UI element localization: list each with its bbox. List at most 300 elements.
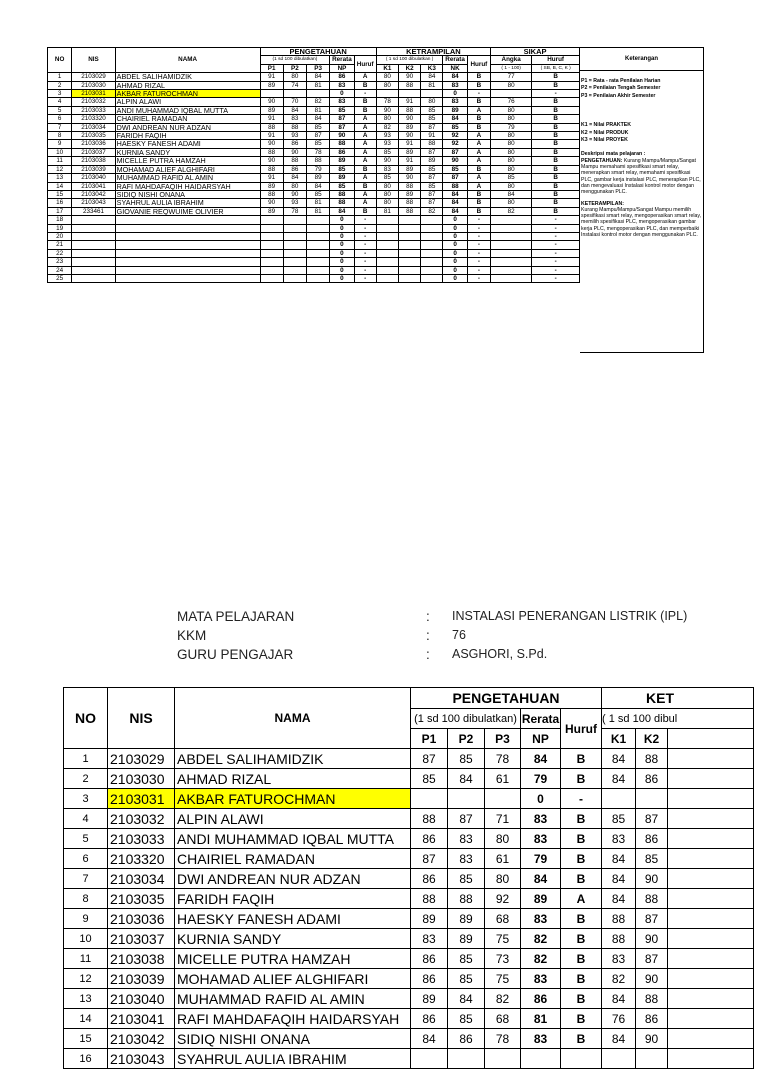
zoomed-grade-table <box>63 687 754 1069</box>
cell-huruf-p: A <box>354 199 376 207</box>
cell-k3: 85 <box>421 106 443 114</box>
cell-np: 83 <box>330 98 354 106</box>
cell-k1 <box>376 216 398 224</box>
cell-angka: 80 <box>491 81 532 89</box>
note-k2: K2 = Nilai PRODUK <box>581 129 629 136</box>
cell-np: 90 <box>330 132 354 140</box>
cell-k1: 85 <box>602 809 636 829</box>
cell-huruf-s: - <box>532 258 580 266</box>
cell-k1: 83 <box>602 949 636 969</box>
subject-value: INSTALASI PENERANGAN LISTRIK (IPL) <box>452 609 688 623</box>
row-nis: 2103038 <box>72 157 115 165</box>
row-nama: CHAIRIEL RAMADAN <box>175 849 411 869</box>
cell-p3: 85 <box>307 123 330 131</box>
cell-k3-hidden <box>668 809 754 829</box>
cell-k1: 84 <box>602 1029 636 1049</box>
cell-p2: 88 <box>448 889 485 909</box>
cell-nk: 84 <box>443 115 467 123</box>
row-no: 16 <box>48 199 72 207</box>
table-row <box>48 241 580 249</box>
cell-k2: 89 <box>399 148 421 156</box>
row-no: 12 <box>64 969 108 989</box>
row-no: 10 <box>64 929 108 949</box>
row-nis: 2103038 <box>108 949 175 969</box>
cell-p3: 78 <box>485 749 521 769</box>
row-nama <box>115 266 260 274</box>
row-nama: KURNIA SANDY <box>175 929 411 949</box>
row-no: 7 <box>48 123 72 131</box>
cell-p3: 85 <box>307 140 330 148</box>
row-nis <box>72 258 115 266</box>
row-nis <box>72 241 115 249</box>
cell-k1 <box>376 241 398 249</box>
cell-k1 <box>376 274 398 282</box>
cell-p2: 84 <box>448 769 485 789</box>
cell-p1: 88 <box>411 889 448 909</box>
row-nis: 2103036 <box>108 909 175 929</box>
row-nis: 2103037 <box>72 148 115 156</box>
cell-p1: 85 <box>411 769 448 789</box>
cell-huruf-p: - <box>354 258 376 266</box>
col-no-header: NO <box>64 688 108 749</box>
row-no: 4 <box>64 809 108 829</box>
row-no: 11 <box>64 949 108 969</box>
cell-k3: 81 <box>421 81 443 89</box>
cell-p1 <box>260 232 283 240</box>
row-nis: 2103043 <box>108 1049 175 1069</box>
row-no: 13 <box>64 989 108 1009</box>
cell-k2: 90 <box>399 115 421 123</box>
cell-angka <box>491 258 532 266</box>
cell-p1: 91 <box>260 174 283 182</box>
huruf-header: Huruf <box>467 56 490 73</box>
cell-p1: 89 <box>411 909 448 929</box>
cell-k3-hidden <box>668 1009 754 1029</box>
cell-np: 84 <box>521 749 561 769</box>
cell-k2: 88 <box>636 989 668 1009</box>
cell-nk: 0 <box>443 241 467 249</box>
cell-p2 <box>448 1049 485 1069</box>
row-nama: CHAIRIEL RAMADAN <box>115 115 260 123</box>
huruf-header: Huruf <box>354 56 376 73</box>
cell-angka: 82 <box>491 207 532 215</box>
cell-p3 <box>307 266 330 274</box>
cell-np: 0 <box>330 241 354 249</box>
cell-k2 <box>636 789 668 809</box>
cell-huruf-k: - <box>467 266 490 274</box>
cell-k3-hidden <box>668 749 754 769</box>
cell-huruf-p: B <box>561 909 602 929</box>
cell-angka <box>491 216 532 224</box>
cell-huruf-s: B <box>532 123 580 131</box>
cell-p2: 87 <box>448 809 485 829</box>
cell-k3: 85 <box>421 182 443 190</box>
cell-p2: 78 <box>283 207 306 215</box>
cell-huruf-k: B <box>467 190 490 198</box>
pengetahuan-desc-label: PENGETAHUAN: <box>581 157 623 164</box>
cell-k3 <box>421 90 443 98</box>
cell-huruf-k: B <box>467 81 490 89</box>
row-nama: MOHAMAD ALIEF ALGHIFARI <box>115 165 260 173</box>
subject-info-block <box>177 609 697 666</box>
cell-k2: 91 <box>399 140 421 148</box>
cell-huruf-s: B <box>532 157 580 165</box>
row-nis: 2103040 <box>72 174 115 182</box>
ketrampilan-range-note: ( 1 sd 100 dibulatkan ) <box>376 56 443 64</box>
cell-nk: 92 <box>443 132 467 140</box>
cell-k3-hidden <box>668 789 754 809</box>
cell-p3 <box>307 232 330 240</box>
row-nama: SYAHRUL AULIA IBRAHIM <box>175 1049 411 1069</box>
cell-k3 <box>421 224 443 232</box>
cell-k3-hidden <box>668 929 754 949</box>
cell-k3-hidden <box>668 829 754 849</box>
cell-huruf-s: - <box>532 266 580 274</box>
cell-nk: 84 <box>443 207 467 215</box>
cell-k3-hidden <box>668 869 754 889</box>
cell-angka: 80 <box>491 165 532 173</box>
cell-huruf-p: - <box>354 241 376 249</box>
cell-huruf-s: - <box>532 241 580 249</box>
row-nama: RAFI MAHDAFAQIH HAIDARSYAH <box>115 182 260 190</box>
row-no: 14 <box>64 1009 108 1029</box>
cell-huruf-p: B <box>561 769 602 789</box>
cell-np: 89 <box>521 889 561 909</box>
cell-huruf-s: - <box>532 232 580 240</box>
row-nis: 2103034 <box>108 869 175 889</box>
cell-huruf-p: B <box>561 809 602 829</box>
cell-p1 <box>260 224 283 232</box>
cell-huruf-k: - <box>467 90 490 98</box>
row-no: 6 <box>64 849 108 869</box>
table-row <box>64 749 754 769</box>
cell-huruf-p: - <box>354 232 376 240</box>
cell-huruf-k: A <box>467 148 490 156</box>
row-nis: 2103033 <box>72 106 115 114</box>
cell-np: 83 <box>330 81 354 89</box>
row-no: 19 <box>48 224 72 232</box>
cell-p3: 81 <box>307 199 330 207</box>
row-nis: 2103037 <box>108 929 175 949</box>
huruf-header: Huruf <box>561 709 602 749</box>
cell-p1 <box>260 258 283 266</box>
cell-angka: 80 <box>491 106 532 114</box>
cell-k3: 85 <box>421 165 443 173</box>
cell-k2: 91 <box>399 98 421 106</box>
row-nama: AHMAD RIZAL <box>175 769 411 789</box>
cell-k3 <box>421 216 443 224</box>
cell-k2: 86 <box>636 829 668 849</box>
row-nama: HAESKY FANESH ADAMI <box>115 140 260 148</box>
cell-p3: 78 <box>485 1029 521 1049</box>
cell-k3-hidden <box>668 949 754 969</box>
note-k1: K1 = Nilai PRAKTEK <box>581 122 632 129</box>
row-nis: 2103029 <box>72 73 115 81</box>
row-no: 7 <box>64 869 108 889</box>
cell-p2: 80 <box>283 73 306 81</box>
cell-k2: 86 <box>636 1009 668 1029</box>
angka-range: ( 1 - 100) <box>491 64 532 72</box>
p2-header: P2 <box>448 729 485 749</box>
cell-p1: 89 <box>260 106 283 114</box>
p1-header: P1 <box>411 729 448 749</box>
cell-nk: 0 <box>443 224 467 232</box>
cell-k2: 90 <box>636 929 668 949</box>
cell-p3: 73 <box>485 949 521 969</box>
cell-nk: 0 <box>443 216 467 224</box>
colon: : <box>426 609 430 624</box>
cell-nk: 83 <box>443 98 467 106</box>
cell-k2: 89 <box>399 123 421 131</box>
row-nama: AKBAR FATUROCHMAN <box>115 90 260 98</box>
cell-huruf-p: B <box>561 989 602 1009</box>
cell-p2: 90 <box>283 190 306 198</box>
cell-huruf-s: B <box>532 190 580 198</box>
row-no: 9 <box>48 140 72 148</box>
row-no: 15 <box>64 1029 108 1049</box>
cell-angka: 79 <box>491 123 532 131</box>
cell-p3: 81 <box>307 106 330 114</box>
cell-huruf-k: B <box>467 165 490 173</box>
table-row <box>48 266 580 274</box>
cell-angka: 80 <box>491 182 532 190</box>
cell-k3 <box>421 258 443 266</box>
cell-k1: 93 <box>376 140 398 148</box>
cell-p2 <box>283 224 306 232</box>
cell-huruf-s: B <box>532 182 580 190</box>
cell-k1: 76 <box>602 1009 636 1029</box>
cell-p1 <box>260 216 283 224</box>
teacher-value: ASGHORI, S.Pd. <box>452 647 548 661</box>
k2-header: K2 <box>399 64 421 72</box>
cell-p3: 61 <box>485 849 521 869</box>
row-nis <box>72 249 115 257</box>
info-row-subject <box>177 609 697 628</box>
row-nis <box>72 266 115 274</box>
cell-p2: 88 <box>283 123 306 131</box>
cell-nk: 0 <box>443 274 467 282</box>
row-nis <box>72 216 115 224</box>
cell-np: 81 <box>521 1009 561 1029</box>
rerata-header: Rerata <box>443 56 467 64</box>
angka-header: Angka <box>491 56 532 64</box>
row-no: 24 <box>48 266 72 274</box>
cell-k2: 88 <box>399 207 421 215</box>
table-row <box>48 199 580 207</box>
row-no: 1 <box>48 73 72 81</box>
cell-p3 <box>307 216 330 224</box>
cell-p3: 71 <box>485 809 521 829</box>
table-row <box>64 769 754 789</box>
cell-p1: 89 <box>260 207 283 215</box>
teacher-label: GURU PENGAJAR <box>177 647 294 662</box>
cell-k3 <box>421 249 443 257</box>
subject-label: MATA PELAJARAN <box>177 609 295 624</box>
cell-p1: 91 <box>260 115 283 123</box>
cell-np: 88 <box>330 190 354 198</box>
cell-np: 86 <box>330 148 354 156</box>
cell-huruf-k: A <box>467 174 490 182</box>
cell-huruf-k: - <box>467 274 490 282</box>
ketrampilan-range-note: ( 1 sd 100 dibul <box>602 709 754 729</box>
row-nis: 2103040 <box>108 989 175 1009</box>
row-no: 11 <box>48 157 72 165</box>
cell-huruf-s: B <box>532 140 580 148</box>
row-no: 3 <box>64 789 108 809</box>
cell-p2: 88 <box>283 157 306 165</box>
cell-p3: 68 <box>485 909 521 929</box>
cell-huruf-p: B <box>561 1029 602 1049</box>
cell-p1: 91 <box>260 132 283 140</box>
cell-p2 <box>283 232 306 240</box>
sikap-header: SIKAP <box>491 48 580 56</box>
table-row <box>64 929 754 949</box>
row-nama: ALPIN ALAWI <box>115 98 260 106</box>
cell-huruf-p: - <box>561 789 602 809</box>
row-nis: 2103035 <box>108 889 175 909</box>
cell-nk: 87 <box>443 148 467 156</box>
cell-k1: 80 <box>376 73 398 81</box>
row-nis: 2103042 <box>72 190 115 198</box>
p2-header: P2 <box>283 64 306 72</box>
cell-np: 86 <box>521 989 561 1009</box>
cell-huruf-k: - <box>467 249 490 257</box>
row-nis: 2103032 <box>108 809 175 829</box>
row-no: 5 <box>64 829 108 849</box>
table-row <box>64 909 754 929</box>
cell-k1: 93 <box>376 132 398 140</box>
cell-k3: 87 <box>421 174 443 182</box>
cell-k1 <box>376 266 398 274</box>
cell-nk: 89 <box>443 106 467 114</box>
cell-angka: 80 <box>491 199 532 207</box>
row-nis: 2103041 <box>108 1009 175 1029</box>
cell-k1: 85 <box>376 174 398 182</box>
cell-p2: 86 <box>448 1029 485 1049</box>
cell-np: 79 <box>521 849 561 869</box>
note-k3: K3 = Nilai PROYEK <box>581 137 628 144</box>
cell-np: 87 <box>330 115 354 123</box>
col-nama-header: NAMA <box>175 688 411 749</box>
cell-huruf-p: B <box>561 949 602 969</box>
row-nama: ABDEL SALIHAMIDZIK <box>175 749 411 769</box>
cell-np: 85 <box>330 106 354 114</box>
cell-nk: 84 <box>443 73 467 81</box>
pengetahuan-range-note: (1 sd 100 dibulatkan) <box>411 709 521 729</box>
cell-huruf-p: - <box>354 249 376 257</box>
cell-k1: 90 <box>376 106 398 114</box>
row-nama: FARIDH FAQIH <box>115 132 260 140</box>
cell-p2 <box>283 266 306 274</box>
row-nama <box>115 232 260 240</box>
cell-k1: 84 <box>602 749 636 769</box>
cell-np: 88 <box>330 140 354 148</box>
cell-k2: 87 <box>636 909 668 929</box>
cell-huruf-p: A <box>354 148 376 156</box>
cell-np: 0 <box>521 789 561 809</box>
row-no: 15 <box>48 190 72 198</box>
cell-angka: 77 <box>491 73 532 81</box>
cell-p3 <box>307 249 330 257</box>
cell-k3-hidden <box>668 1029 754 1049</box>
cell-huruf-s: B <box>532 81 580 89</box>
col-nama-header: NAMA <box>115 48 260 73</box>
cell-p2: 74 <box>283 81 306 89</box>
kkm-value: 76 <box>452 628 466 642</box>
cell-k2 <box>399 90 421 98</box>
p3-header: P3 <box>307 64 330 72</box>
row-nis: 2103031 <box>72 90 115 98</box>
cell-p1: 88 <box>260 190 283 198</box>
row-no: 6 <box>48 115 72 123</box>
cell-k2: 90 <box>399 174 421 182</box>
cell-k1: 88 <box>602 929 636 949</box>
table-row <box>48 232 580 240</box>
cell-huruf-k: B <box>467 115 490 123</box>
cell-huruf-p: B <box>561 929 602 949</box>
cell-huruf-k: A <box>467 106 490 114</box>
cell-p2: 93 <box>283 199 306 207</box>
table-row <box>48 216 580 224</box>
cell-huruf-s: B <box>532 132 580 140</box>
row-nama: HAESKY FANESH ADAMI <box>175 909 411 929</box>
cell-k1: 80 <box>376 182 398 190</box>
cell-p3: 81 <box>307 81 330 89</box>
cell-np: 82 <box>521 949 561 969</box>
row-no: 14 <box>48 182 72 190</box>
cell-huruf-p: - <box>354 90 376 98</box>
np-header: NP <box>330 64 354 72</box>
cell-p2 <box>283 241 306 249</box>
cell-p1: 87 <box>411 849 448 869</box>
cell-p1 <box>260 249 283 257</box>
cell-k1: 81 <box>376 207 398 215</box>
cell-p1 <box>260 266 283 274</box>
cell-k2: 90 <box>636 1029 668 1049</box>
table-row <box>48 73 580 81</box>
cell-huruf-p: B <box>561 1009 602 1029</box>
cell-p3: 85 <box>307 190 330 198</box>
cell-huruf-s: - <box>532 224 580 232</box>
cell-huruf-s: B <box>532 106 580 114</box>
row-no: 21 <box>48 241 72 249</box>
cell-huruf-s: B <box>532 165 580 173</box>
cell-np: 84 <box>521 869 561 889</box>
row-no: 2 <box>48 81 72 89</box>
cell-angka <box>491 266 532 274</box>
cell-np: 89 <box>330 174 354 182</box>
cell-p2: 80 <box>283 182 306 190</box>
cell-np: 0 <box>330 224 354 232</box>
col-nis-header: NIS <box>72 48 115 73</box>
cell-p1 <box>411 1049 448 1069</box>
row-nama: SIDIQ NISHI ONANA <box>175 1029 411 1049</box>
cell-angka <box>491 224 532 232</box>
row-nis: 2103030 <box>108 769 175 789</box>
row-nama: SIDIQ NISHI ONANA <box>115 190 260 198</box>
k3-header-hidden <box>668 729 754 749</box>
cell-k3: 82 <box>421 207 443 215</box>
row-no: 22 <box>48 249 72 257</box>
cell-np: 0 <box>330 258 354 266</box>
row-no: 9 <box>64 909 108 929</box>
cell-np: 0 <box>330 274 354 282</box>
cell-p3: 75 <box>485 929 521 949</box>
row-nama: AHMAD RIZAL <box>115 81 260 89</box>
row-no: 3 <box>48 90 72 98</box>
cell-p2 <box>448 789 485 809</box>
cell-p3 <box>307 258 330 266</box>
